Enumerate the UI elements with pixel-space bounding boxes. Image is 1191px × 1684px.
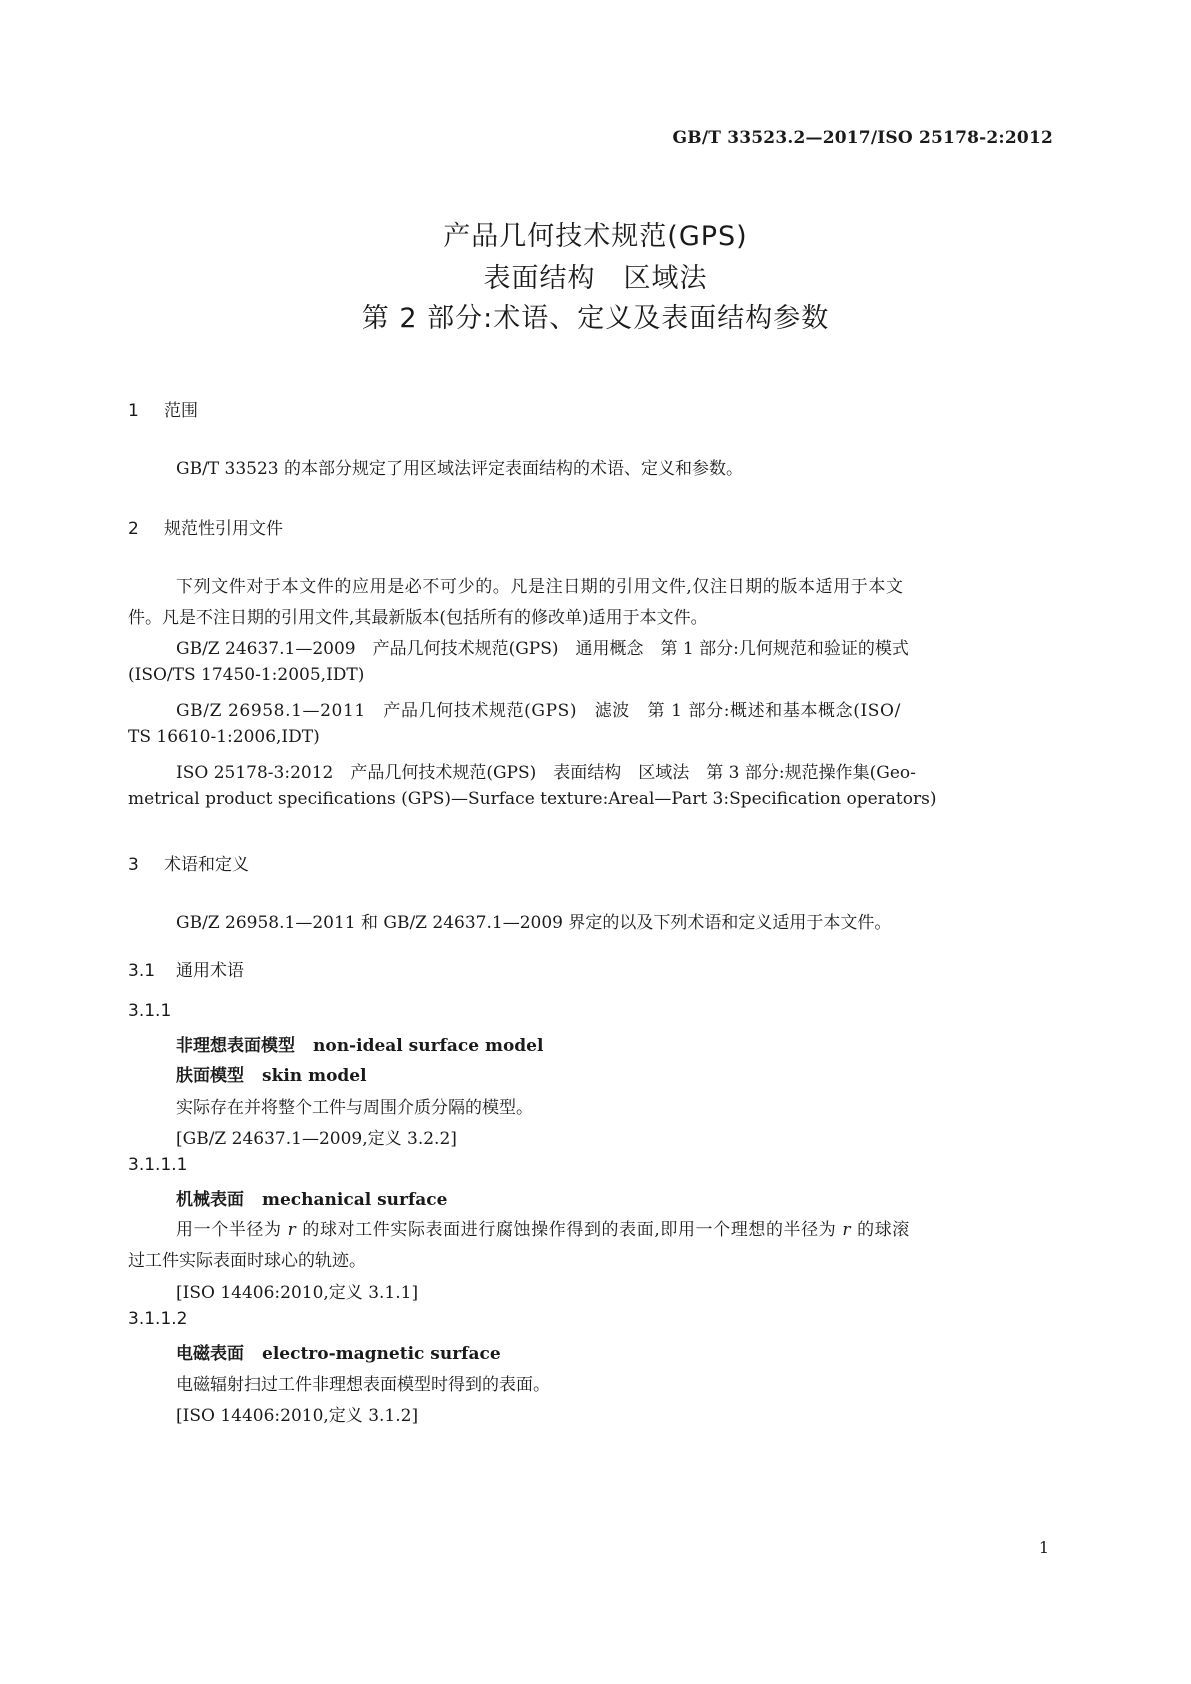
subsection-title: 通用术语	[176, 961, 244, 981]
section-title: 术语和定义	[164, 855, 249, 875]
definition-text: 的球对工件实际表面进行腐蚀操作得到的表面,即用一个理想的半径为	[296, 1220, 843, 1240]
references-intro-line-2: 件。凡是不注日期的引用文件,其最新版本(包括所有的修改单)适用于本文件。	[128, 608, 708, 628]
term-english: mechanical surface	[262, 1190, 448, 1210]
scope-paragraph: GB/T 33523 的本部分规定了用区域法评定表面结构的术语、定义和参数。	[176, 459, 744, 479]
term-source: [ISO 14406:2010,定义 3.1.2]	[176, 1406, 419, 1426]
term-definition: 实际存在并将整个工件与周围介质分隔的模型。	[176, 1098, 533, 1118]
term-definition: 电磁辐射扫过工件非理想表面模型时得到的表面。	[176, 1375, 550, 1395]
term-definition-line-2: 过工件实际表面时球心的轨迹。	[128, 1251, 366, 1271]
term-source: [ISO 14406:2010,定义 3.1.1]	[176, 1283, 419, 1303]
term-chinese: 非理想表面模型	[176, 1036, 295, 1056]
term-english: electro-magnetic surface	[262, 1344, 501, 1364]
section-heading-scope	[128, 396, 198, 421]
term-entry	[176, 1031, 543, 1056]
term-chinese: 机械表面	[176, 1190, 244, 1210]
subsection-heading-general-terms	[128, 956, 244, 981]
document-title-line-3: 第 2 部分:术语、定义及表面结构参数	[361, 303, 830, 334]
section-number: 1	[128, 401, 139, 421]
reference-1-line-2: (ISO/TS 17450-1:2005,IDT)	[128, 665, 365, 685]
standard-number: GB/T 33523.2—2017/ISO 25178-2:2012	[672, 128, 1053, 148]
term-entry	[176, 1339, 501, 1364]
definition-text: 的球滚	[851, 1220, 910, 1240]
document-title-line-2: 表面结构 区域法	[483, 263, 708, 294]
term-number: 3.1.1.1	[128, 1155, 188, 1175]
document-title-line-1: 产品几何技术规范(GPS)	[443, 221, 748, 252]
reference-2-line-1: GB/Z 26958.1—2011 产品几何技术规范(GPS) 滤波 第 1 部分:概述和基本概念(ISO/	[176, 701, 901, 721]
definition-text: 用一个半径为	[176, 1220, 288, 1240]
term-source: [GB/Z 24637.1—2009,定义 3.2.2]	[176, 1129, 457, 1149]
term-chinese: 电磁表面	[176, 1344, 244, 1364]
reference-3-line-1: ISO 25178-3:2012 产品几何技术规范(GPS) 表面结构 区域法 第 3 部分:规范操作集(Geo-	[176, 763, 916, 783]
radius-variable: r	[842, 1220, 852, 1240]
radius-variable: r	[287, 1220, 297, 1240]
reference-1-line-1: GB/Z 24637.1—2009 产品几何技术规范(GPS) 通用概念 第 1 部分:几何规范和验证的模式	[176, 639, 909, 659]
subsection-number: 3.1	[128, 961, 156, 981]
term-admitted-synonym	[176, 1061, 367, 1086]
term-chinese: 肤面模型	[176, 1066, 244, 1086]
reference-3-line-2: metrical product specifications (GPS)—Surface texture:Areal—Part 3:Specification operators)	[128, 789, 937, 809]
section-title: 规范性引用文件	[164, 519, 283, 539]
term-english: non-ideal surface model	[313, 1036, 544, 1056]
references-intro-line-1: 下列文件对于本文件的应用是必不可少的。凡是注日期的引用文件,仅注日期的版本适用于本文	[176, 577, 904, 597]
section-number: 3	[128, 855, 139, 875]
term-english: skin model	[262, 1066, 367, 1086]
section-heading-terms-definitions	[128, 850, 249, 875]
reference-2-line-2: TS 16610-1:2006,IDT)	[128, 727, 320, 747]
term-number: 3.1.1.2	[128, 1309, 188, 1329]
terms-intro-paragraph: GB/Z 26958.1—2011 和 GB/Z 24637.1—2009 界定的以及下列术语和定义适用于本文件。	[176, 913, 892, 933]
term-number: 3.1.1	[128, 1001, 172, 1021]
section-number: 2	[128, 519, 139, 539]
page-number: 1	[1038, 1538, 1049, 1557]
term-definition-line-1	[176, 1215, 910, 1240]
section-title: 范围	[164, 401, 198, 421]
section-heading-normative-references	[128, 514, 283, 539]
term-entry	[176, 1185, 447, 1210]
